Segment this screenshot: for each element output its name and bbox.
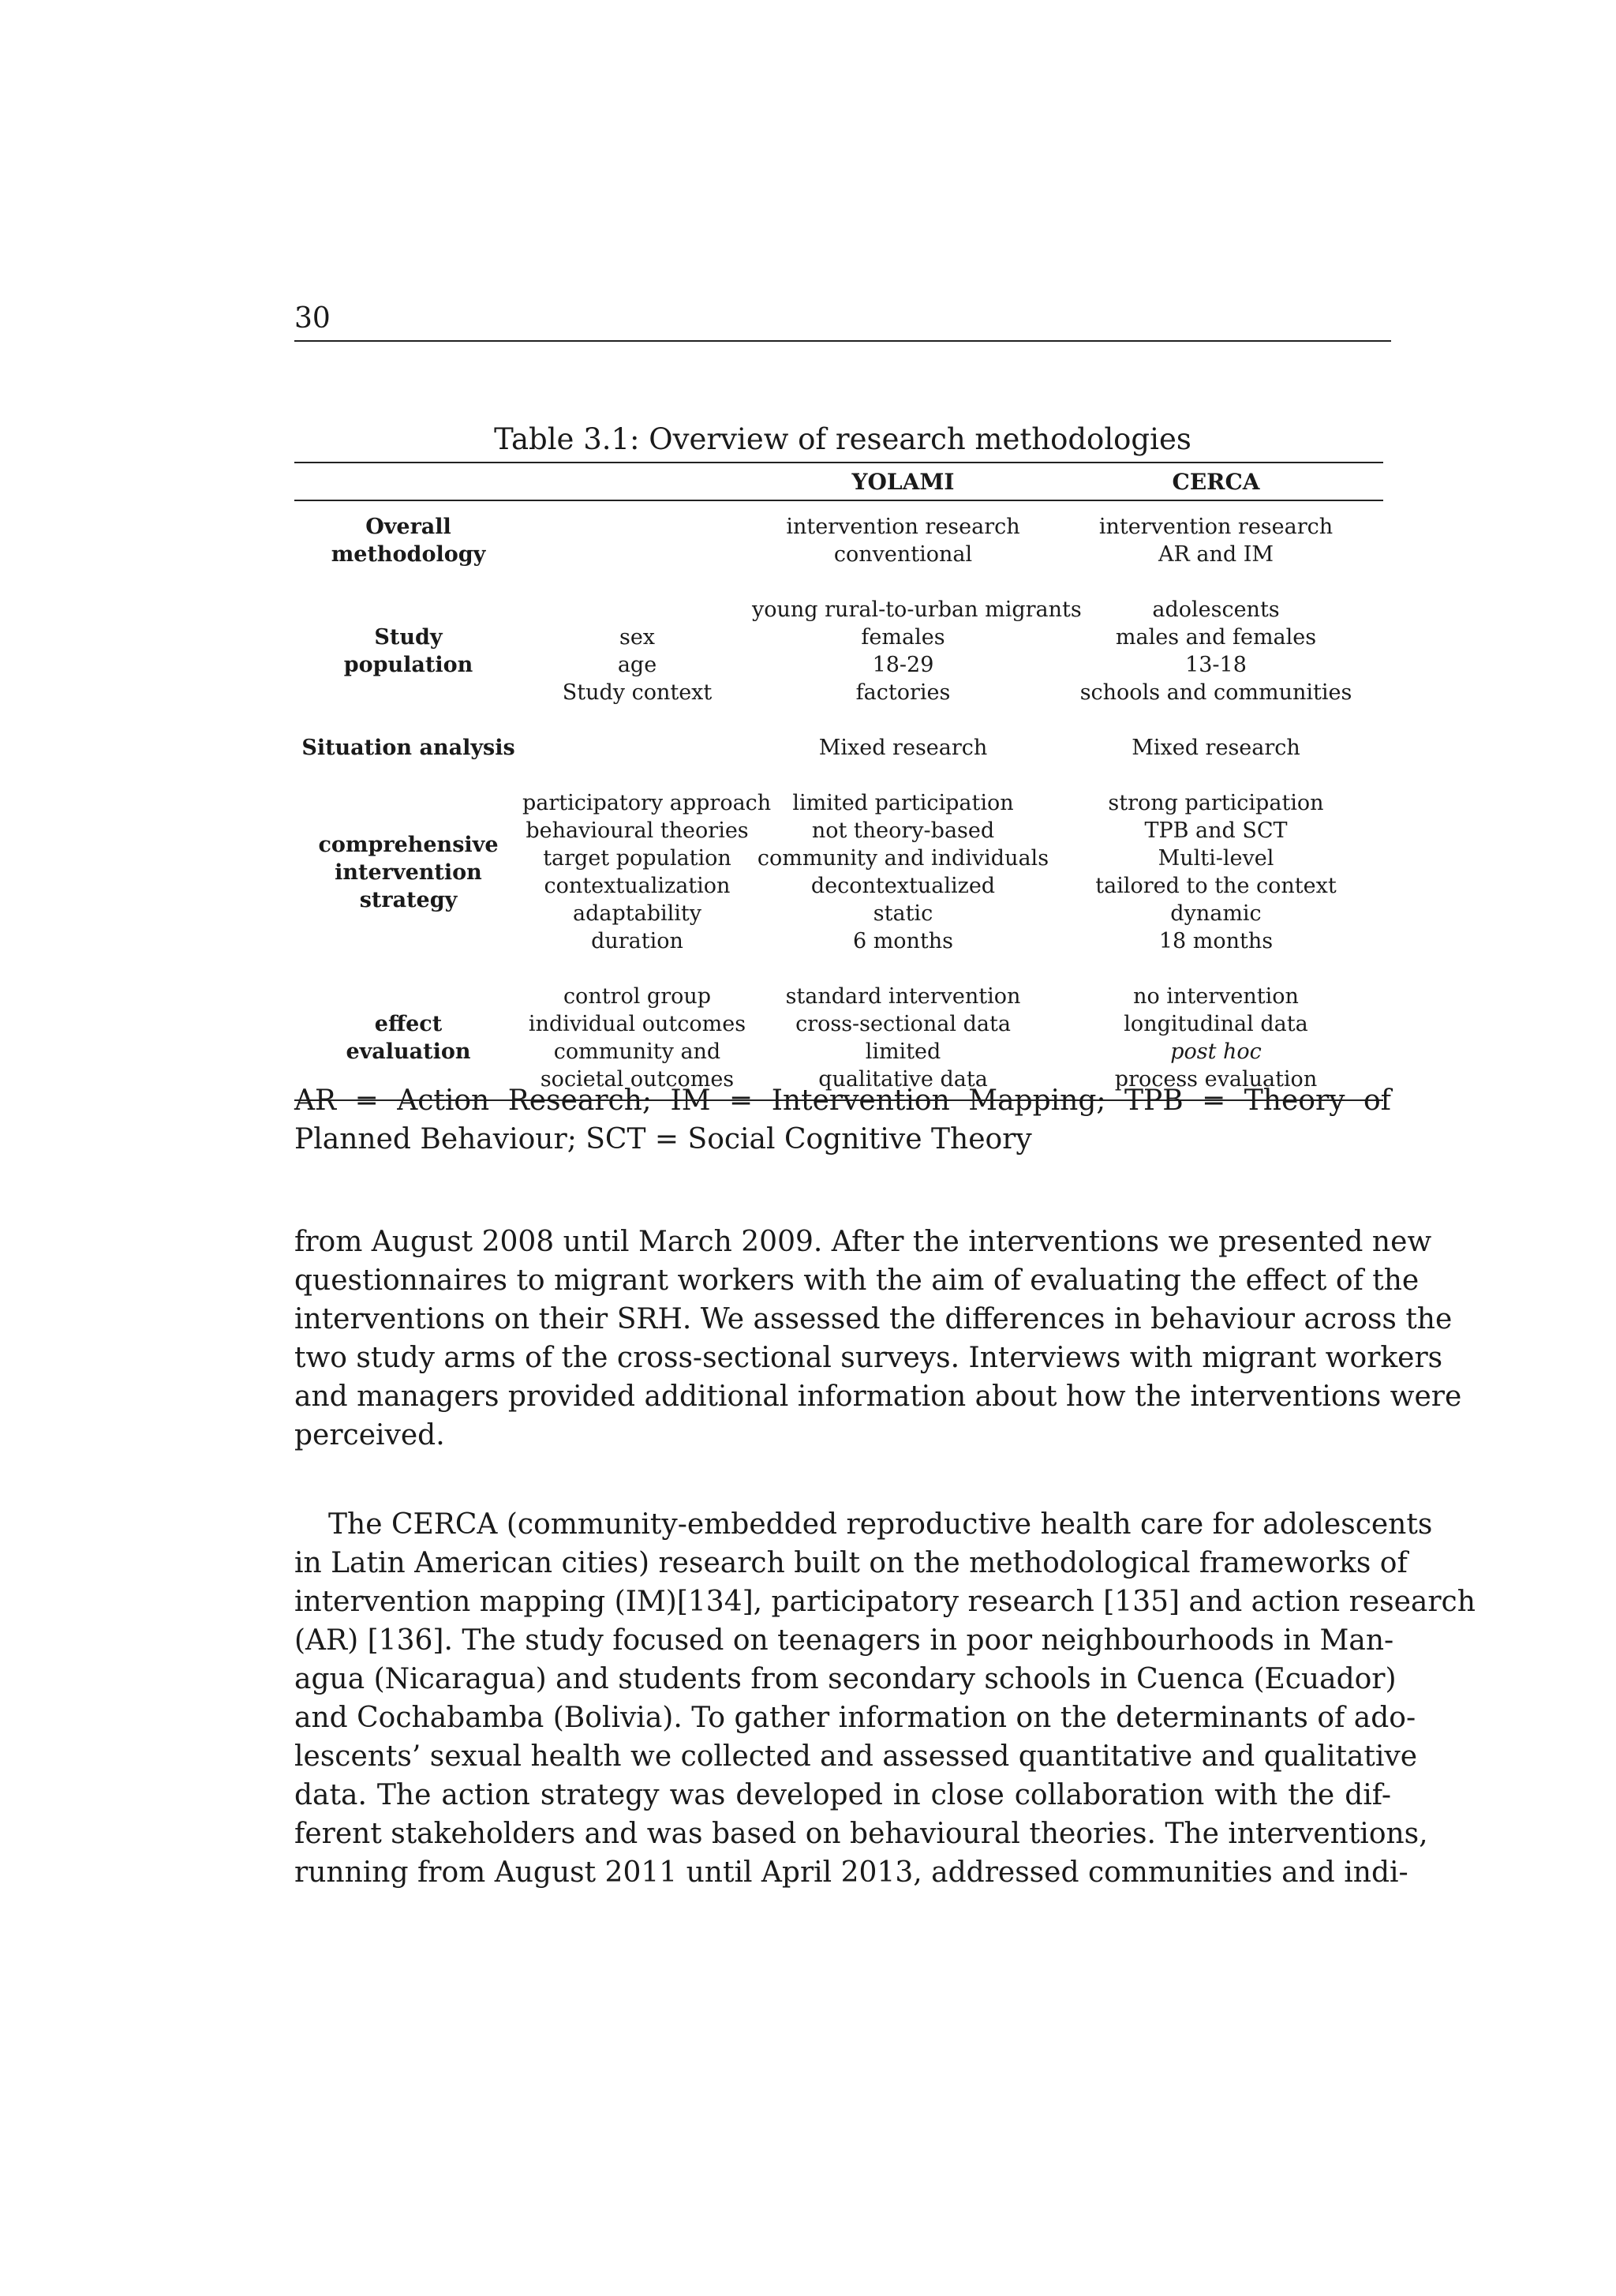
table-cell: target population [543,846,731,871]
cerca-cell [1054,789,1378,955]
text-line: The CERCA (community-embedded reproductive health care for adolescents [328,1508,1433,1541]
table-cell: community and [553,1039,721,1064]
table-cell: no intervention [1133,984,1299,1009]
subitem-cell [522,734,752,762]
table-cell: longitudinal data [1124,1012,1308,1036]
table-caption: Table 3.1: Overview of research methodologies [494,422,1191,456]
group-label-line: Situation analysis [301,736,515,760]
table-cell: factories [855,680,951,705]
table-cell: TPB and SCT [1144,818,1288,843]
yolami-cell [752,596,1082,706]
group-label-line: comprehensive [318,832,499,857]
text-line: two study arms of the cross-sectional surveys. Interviews with migrant workers [294,1342,1443,1374]
table-cell: 6 months [852,929,954,953]
table-group-study-population [294,596,1383,706]
text-line: perceived. [294,1419,445,1451]
table-group-effect-evaluation [294,983,1383,1093]
body-paragraph-2 [294,1505,1476,1892]
subitem-cell [522,513,752,568]
table-cell: limited [865,1039,941,1064]
table-cell: dynamic [1170,901,1262,926]
group-label [294,513,522,568]
group-label [294,734,522,762]
yolami-cell [752,789,1054,955]
table-cell: Study context [562,680,713,705]
table-cell: participatory approach [522,791,772,815]
group-label [294,983,522,1093]
header-rule [294,340,1391,342]
table-cell: Mixed research [818,736,988,760]
text-line: data. The action strategy was developed in close collaboration with the dif- [294,1779,1391,1811]
body-paragraph-1 [294,1223,1462,1455]
subitem-cell [522,983,752,1093]
group-label-line: population [343,653,473,677]
table-cell: community and individuals [757,846,1049,871]
text-line: and Cochabamba (Bolivia). To gather information on the determinants of ado- [294,1702,1416,1734]
yolami-cell [752,513,1054,568]
table-cell: decontextualized [810,874,996,898]
table-cell: behavioural theories [526,818,749,843]
text-line: and managers provided additional information about how the interventions were [294,1380,1462,1413]
text-line: running from August 2011 until April 2013, addressed communities and indi- [294,1856,1408,1889]
cerca-cell [1054,596,1378,706]
table-cell: adolescents [1152,597,1280,622]
table-cell: intervention research [786,515,1020,539]
table-header-row [294,463,1383,500]
table-cell: Mixed research [1132,736,1300,760]
table-cell: cross-sectional data [795,1012,1011,1036]
group-label [294,596,522,706]
table-cell: contextualization [544,874,731,898]
table-cell: limited participation [792,791,1014,815]
table-body [294,501,1383,1099]
text-line: interventions on their SRH. We assessed the differences in behaviour across the [294,1303,1453,1335]
header-cell-cerca: CERCA [1172,468,1260,495]
yolami-cell [752,983,1054,1093]
text-line: intervention mapping (IM)[134], participatory research [135] and action research [294,1586,1476,1618]
table-cell: 13-18 [1185,653,1247,677]
text-line: from August 2008 until March 2009. After the interventions we presented new [294,1226,1432,1258]
cerca-cell [1054,734,1378,762]
header-cell-yolami: YOLAMI [851,468,955,495]
table-cell: 18 months [1158,929,1274,953]
group-label [294,789,522,955]
subitem-cell [522,596,752,706]
table-cell: standard intervention [785,984,1021,1009]
table-cell: duration [591,929,683,953]
table-cell: AR and IM [1158,542,1274,567]
table-cell: static [873,901,933,926]
table-cell [522,596,752,624]
group-label-line: Overall [365,515,451,539]
page-number: 30 [294,302,331,335]
table-cell: sex [619,625,656,650]
table-cell: tailored to the context [1095,874,1337,898]
table-cell: males and females [1115,625,1317,650]
table-cell: process evaluation [1114,1067,1318,1092]
table-cell: Multi-level [1158,846,1274,871]
table-cell: individual outcomes [528,1012,746,1036]
table-footnote: AR = Action Research; IM = Intervention Mapping; TPB = Theory of Planned Behaviour; SCT = Social Cognitive Theory [294,1084,1391,1155]
group-label-line: evaluation [346,1039,471,1064]
table-cell [522,734,752,762]
text-line: (AR) [136]. The study focused on teenagers in poor neighbourhoods in Man- [294,1624,1394,1657]
text-line: in Latin American cities) research built on the methodological frameworks of [294,1547,1408,1579]
group-label-line: intervention [335,860,482,885]
table-cell: post hoc [1170,1039,1262,1064]
table-cell: intervention research [1098,515,1334,539]
text-line: lescents’ sexual health we collected and assessed quantitative and qualitative [294,1740,1418,1773]
text-line: questionnaires to migrant workers with the aim of evaluating the effect of the [294,1264,1420,1297]
table-group-situation-analysis [294,734,1383,762]
table-cell: conventional [833,542,973,567]
table-group-overall-methodology [294,513,1383,568]
table-cell: societal outcomes [540,1067,735,1092]
table-cell: adaptability [572,901,701,926]
group-label-line: Study [374,625,443,650]
table-cell: age [617,653,657,677]
table-cell: control group [563,984,712,1009]
cerca-cell [1054,983,1378,1093]
table-cell [522,541,752,568]
yolami-cell [752,734,1054,762]
table-cell: young rural-to-urban migrants [752,597,1082,622]
table-cell: 18-29 [872,653,934,677]
table-cell [522,513,752,541]
cerca-cell [1054,513,1378,568]
table-cell: strong participation [1108,791,1324,815]
text-line: agua (Nicaragua) and students from secondary schools in Cuenca (Ecuador) [294,1663,1397,1695]
group-label-line: strategy [359,887,458,912]
group-label-line: methodology [331,542,486,567]
subitem-cell [522,789,772,955]
table-cell: schools and communities [1079,680,1352,705]
table-group-intervention-strategy [294,789,1383,955]
table-cell: not theory-based [811,818,995,843]
text-line: ferent stakeholders and was based on behavioural theories. The interventions, [294,1818,1428,1850]
table-cell: females [861,625,945,650]
methodology-table [294,462,1383,1101]
group-label-line: effect [374,1012,443,1036]
table-cell: qualitative data [818,1067,988,1092]
